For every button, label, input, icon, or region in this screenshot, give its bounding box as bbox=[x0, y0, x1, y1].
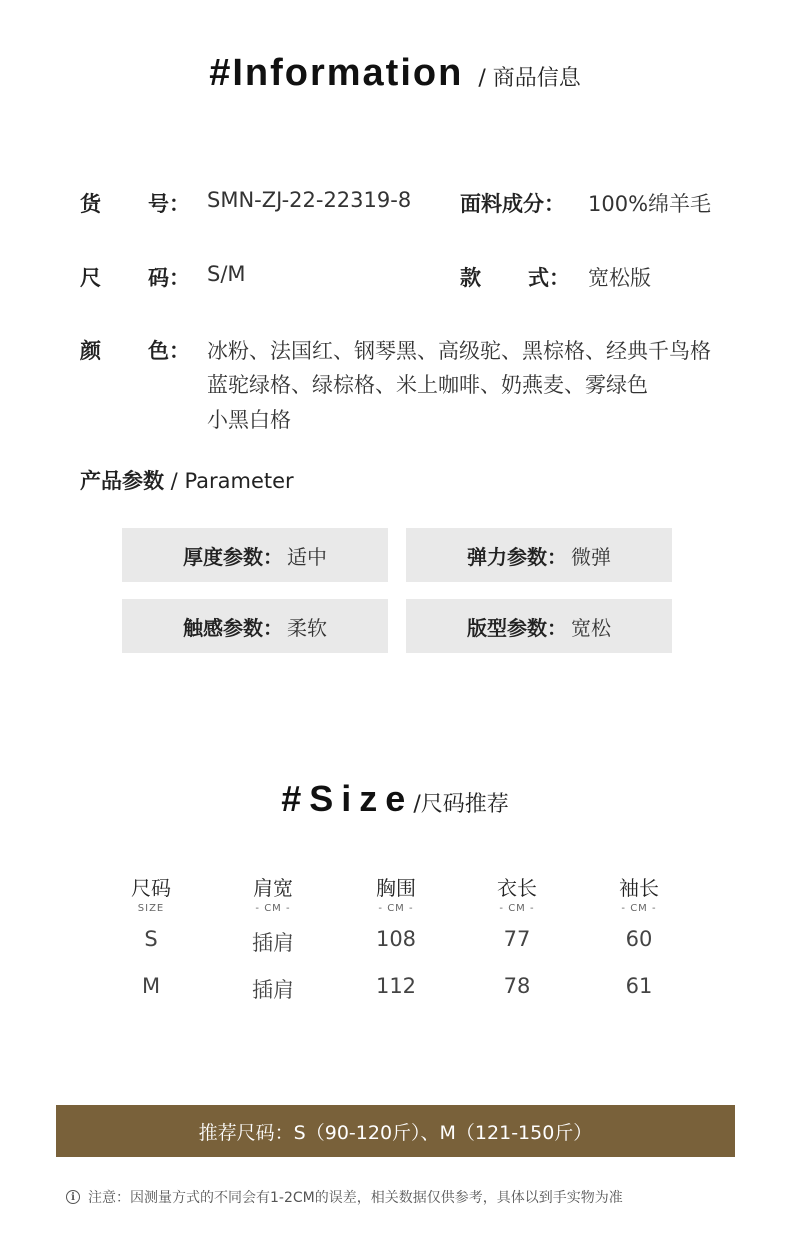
size-header bbox=[0, 778, 790, 820]
size-col-size bbox=[96, 872, 206, 914]
size-col-name: 衣长 bbox=[497, 876, 537, 900]
measurement-note bbox=[66, 1187, 623, 1207]
fabric-label: 面料成分： bbox=[460, 192, 565, 216]
size-col-unit: - CM - bbox=[255, 903, 291, 914]
param-thickness-value: 适中 bbox=[287, 544, 327, 569]
size-label-2: 码： bbox=[148, 266, 190, 290]
size-label-1: 尺 bbox=[80, 266, 101, 290]
table-cell: 108 bbox=[375, 927, 417, 951]
size-col-unit: - CM - bbox=[378, 903, 414, 914]
item-no-label-1: 货 bbox=[80, 192, 101, 216]
table-cell: 78 bbox=[503, 974, 531, 998]
information-title: #Information bbox=[209, 52, 464, 94]
info-circle-icon: i bbox=[66, 1190, 80, 1204]
fabric-value: 100%绵羊毛 bbox=[588, 192, 712, 216]
table-cell: 插肩 bbox=[252, 978, 294, 1002]
param-touch-value: 柔软 bbox=[287, 615, 327, 640]
param-fit bbox=[406, 599, 672, 653]
recommend-banner bbox=[56, 1105, 735, 1157]
color-label-2: 色： bbox=[148, 339, 190, 363]
size-col-unit: - CM - bbox=[499, 903, 535, 914]
color-value-line-1: 冰粉、法国红、钢琴黑、高级驼、黑棕格、经典千鸟格 bbox=[207, 339, 711, 363]
table-cell: 60 bbox=[625, 927, 653, 951]
item-no-value: SMN-ZJ-22-22319-8 bbox=[207, 188, 412, 212]
param-fit-key: 版型参数： bbox=[467, 615, 567, 640]
size-col-length bbox=[462, 872, 572, 914]
table-cell: M bbox=[141, 974, 161, 998]
table-cell: 61 bbox=[625, 974, 653, 998]
param-touch-key: 触感参数： bbox=[183, 615, 283, 640]
parameter-title-cn: 产品参数 bbox=[80, 469, 164, 493]
parameter-title bbox=[80, 465, 294, 495]
table-cell: S bbox=[144, 927, 158, 951]
size-value: S/M bbox=[207, 262, 246, 286]
size-subtitle: /尺码推荐 bbox=[413, 792, 509, 817]
param-elasticity-key: 弹力参数： bbox=[467, 544, 567, 569]
param-fit-value: 宽松 bbox=[571, 615, 611, 640]
parameter-title-en: Parameter bbox=[184, 469, 294, 493]
param-elasticity bbox=[406, 528, 672, 582]
size-col-sleeve bbox=[584, 872, 694, 914]
note-text: 注意：因测量方式的不同会有1-2CM的误差，相关数据仅供参考，具体以到手实物为准 bbox=[88, 1190, 623, 1206]
color-value-line-3: 小黑白格 bbox=[207, 408, 291, 432]
param-thickness-key: 厚度参数： bbox=[183, 544, 283, 569]
param-thickness bbox=[122, 528, 388, 582]
size-col-name: 袖长 bbox=[619, 876, 659, 900]
style-label-1: 款 bbox=[460, 266, 481, 290]
size-col-name: 尺码 bbox=[131, 876, 171, 900]
table-cell: 112 bbox=[375, 974, 417, 998]
size-col-chest bbox=[341, 872, 451, 914]
size-title: #Size bbox=[281, 778, 414, 819]
color-label-1: 颜 bbox=[80, 339, 101, 363]
size-col-name: 胸围 bbox=[376, 876, 416, 900]
item-no-label-2: 号： bbox=[148, 192, 190, 216]
color-value-line-2: 蓝驼绿格、绿棕格、米上咖啡、奶燕麦、雾绿色 bbox=[207, 373, 648, 397]
parameter-title-sep: / bbox=[164, 469, 185, 493]
size-col-unit: SIZE bbox=[137, 903, 165, 914]
style-value: 宽松版 bbox=[588, 266, 651, 290]
param-touch bbox=[122, 599, 388, 653]
size-col-name: 肩宽 bbox=[253, 876, 293, 900]
table-cell: 77 bbox=[503, 927, 531, 951]
size-col-unit: - CM - bbox=[621, 903, 657, 914]
param-elasticity-value: 微弹 bbox=[571, 544, 611, 569]
table-cell: 插肩 bbox=[252, 931, 294, 955]
recommend-text: 推荐尺码：S（90-120斤）、M（121-150斤） bbox=[198, 1121, 593, 1144]
size-col-shoulder bbox=[218, 872, 328, 914]
information-subtitle: / 商品信息 bbox=[478, 66, 581, 91]
style-label-2: 式： bbox=[528, 266, 570, 290]
information-header bbox=[0, 52, 790, 95]
